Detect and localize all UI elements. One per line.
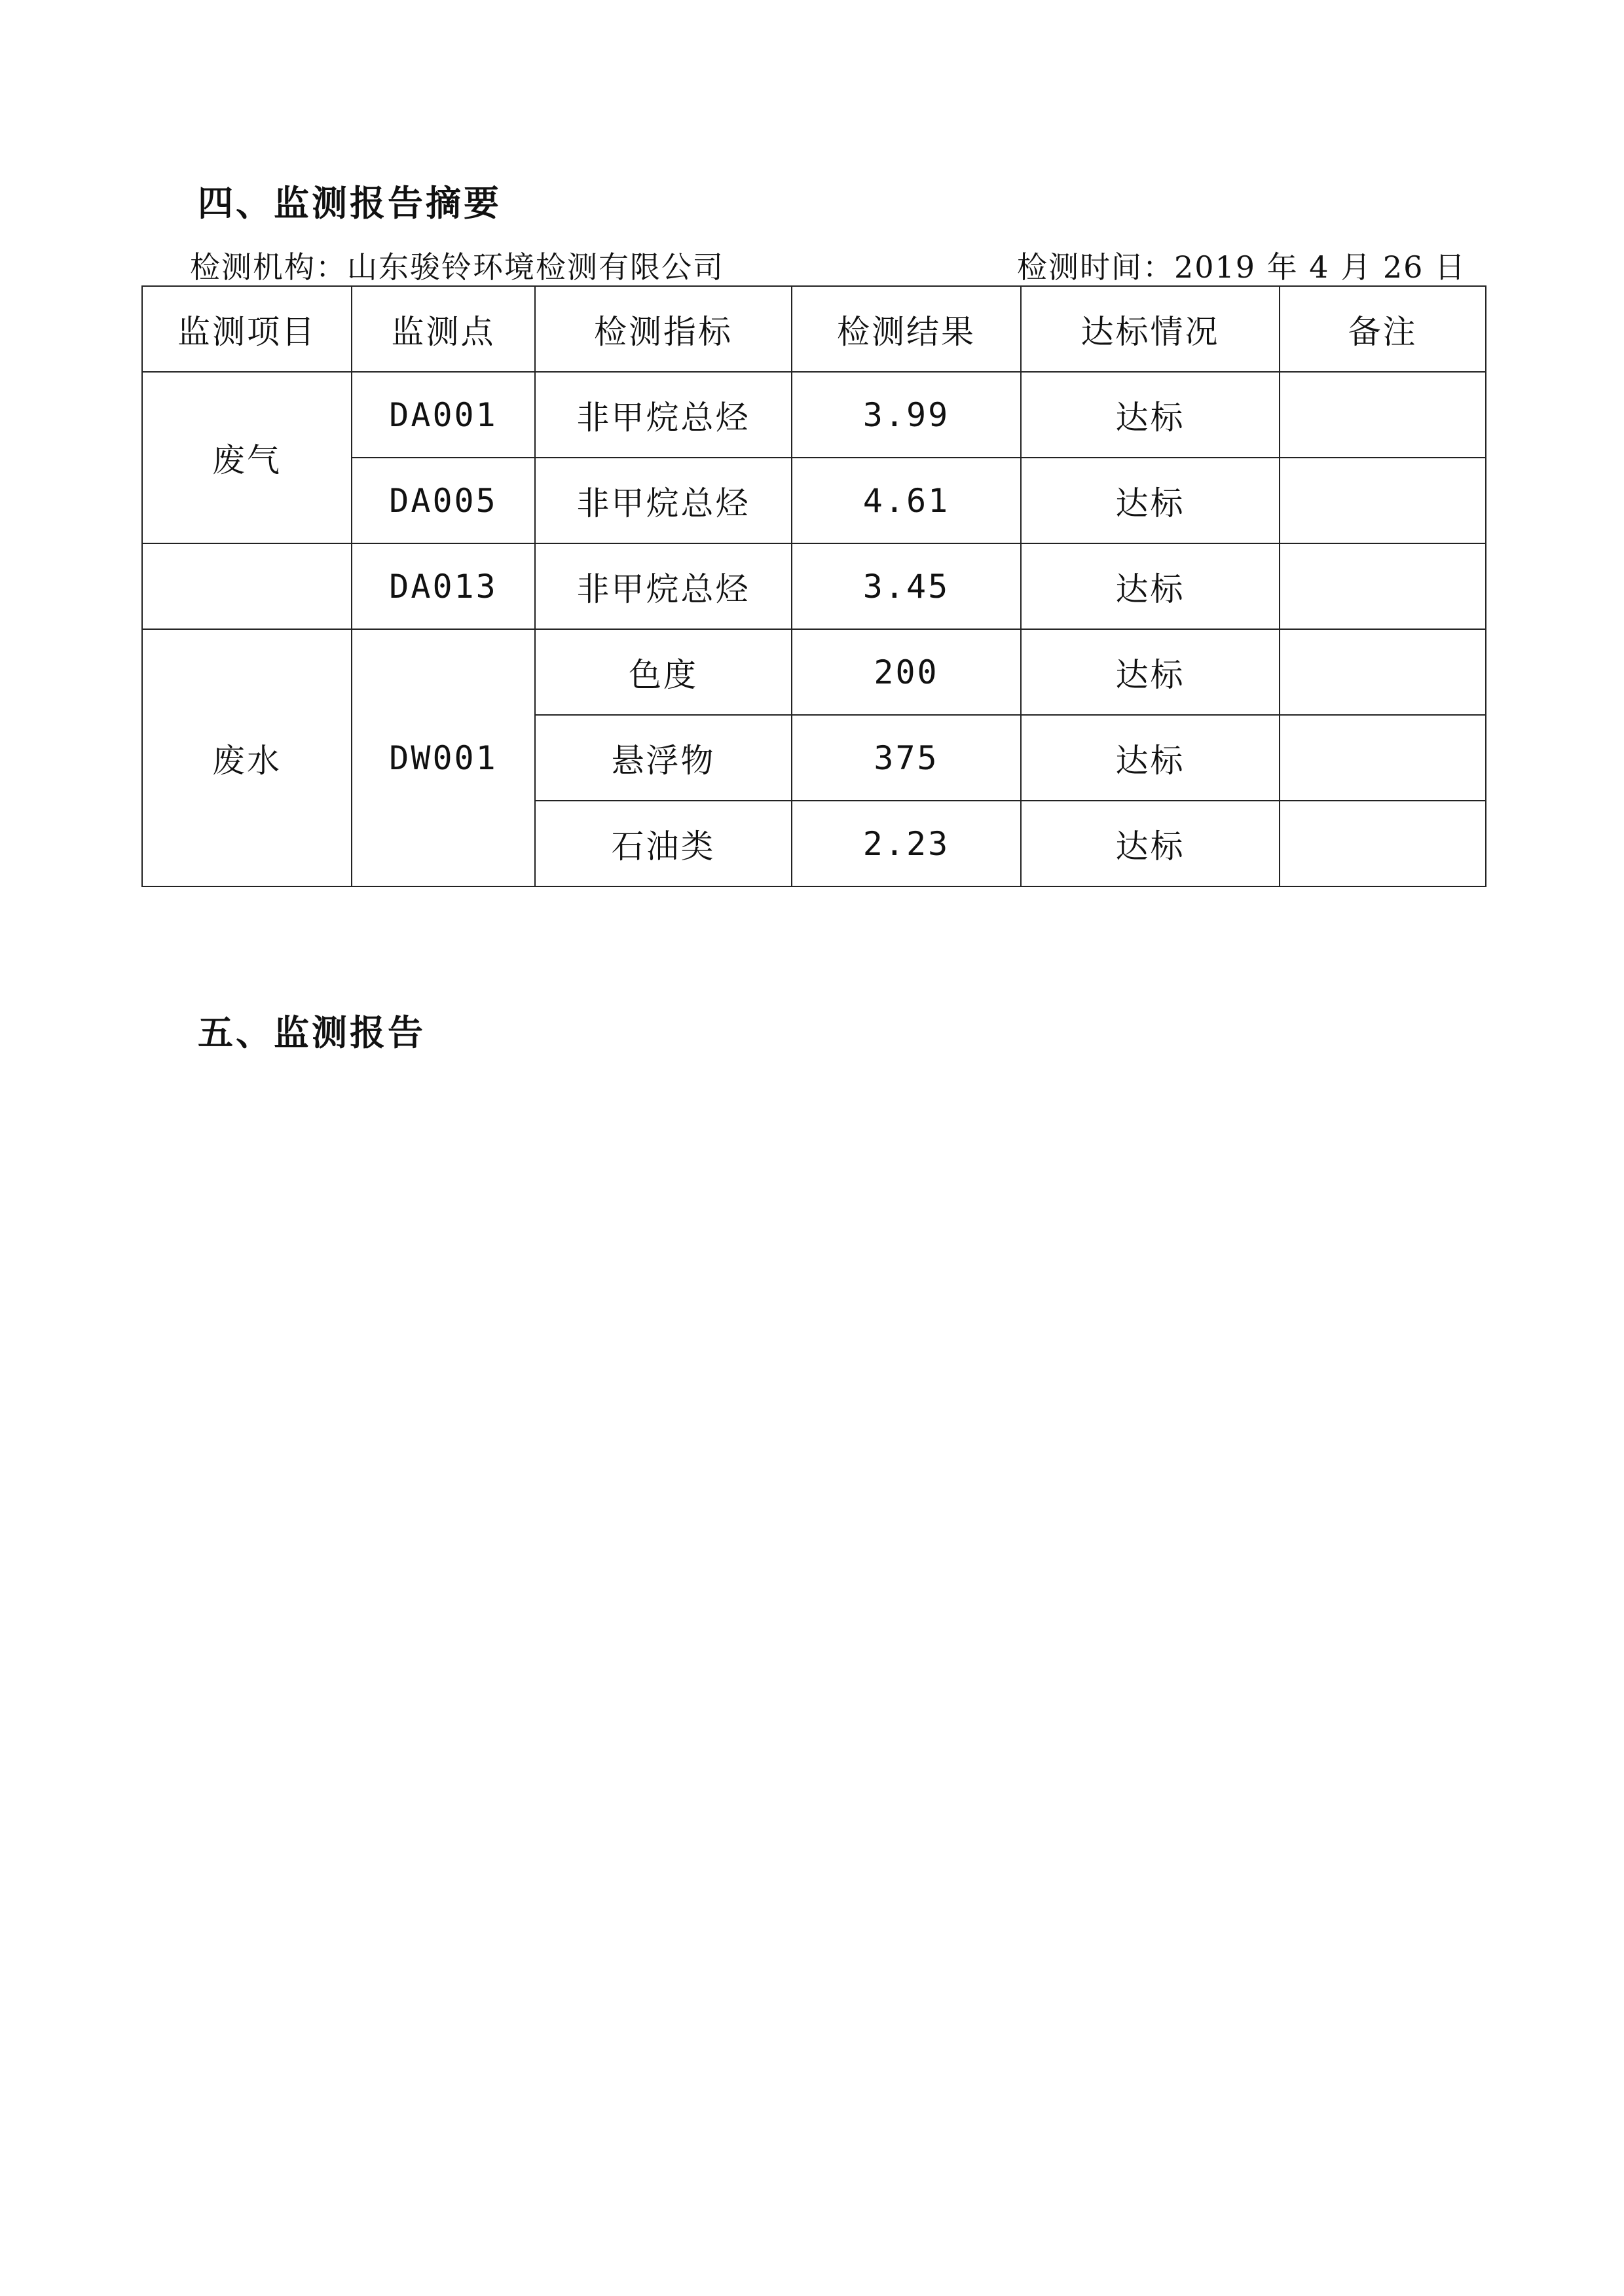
header-note: 备注 bbox=[1280, 286, 1486, 372]
result-cell: 4.61 bbox=[792, 458, 1021, 543]
testing-date: 检测时间：2019 年 4 月 26 日 bbox=[1017, 249, 1466, 285]
result-cell: 2.23 bbox=[792, 801, 1021, 886]
status-cell: 达标 bbox=[1021, 801, 1280, 886]
header-indicator: 检测指标 bbox=[535, 286, 792, 372]
indicator-cell: 石油类 bbox=[535, 801, 792, 886]
table-row bbox=[142, 372, 1486, 458]
indicator-cell: 悬浮物 bbox=[535, 715, 792, 801]
note-cell bbox=[1280, 372, 1486, 458]
section-title-report: 五、监测报告 bbox=[198, 1011, 426, 1053]
note-cell bbox=[1280, 629, 1486, 715]
note-cell bbox=[1280, 715, 1486, 801]
header-point: 监测点 bbox=[352, 286, 535, 372]
result-cell: 3.99 bbox=[792, 372, 1021, 458]
category-cell bbox=[142, 543, 352, 629]
header-item: 监测项目 bbox=[142, 286, 352, 372]
testing-agency: 检测机构：山东骏铃环境检测有限公司 bbox=[190, 249, 724, 285]
result-cell: 3.45 bbox=[792, 543, 1021, 629]
result-cell: 200 bbox=[792, 629, 1021, 715]
indicator-cell: 非甲烷总烃 bbox=[535, 372, 792, 458]
indicator-cell: 非甲烷总烃 bbox=[535, 543, 792, 629]
note-cell bbox=[1280, 801, 1486, 886]
indicator-cell: 色度 bbox=[535, 629, 792, 715]
monitoring-summary-table bbox=[141, 285, 1486, 887]
category-cell: 废气 bbox=[142, 372, 352, 543]
status-cell: 达标 bbox=[1021, 458, 1280, 543]
header-status: 达标情况 bbox=[1021, 286, 1280, 372]
point-cell: DW001 bbox=[352, 629, 535, 886]
status-cell: 达标 bbox=[1021, 715, 1280, 801]
section-title-summary: 四、监测报告摘要 bbox=[198, 182, 502, 224]
header-result: 检测结果 bbox=[792, 286, 1021, 372]
status-cell: 达标 bbox=[1021, 629, 1280, 715]
status-cell: 达标 bbox=[1021, 372, 1280, 458]
indicator-cell: 非甲烷总烃 bbox=[535, 458, 792, 543]
status-cell: 达标 bbox=[1021, 543, 1280, 629]
note-cell bbox=[1280, 458, 1486, 543]
table-header-row bbox=[142, 286, 1486, 372]
table-row bbox=[142, 629, 1486, 715]
category-cell: 废水 bbox=[142, 629, 352, 886]
point-cell: DA001 bbox=[352, 372, 535, 458]
note-cell bbox=[1280, 543, 1486, 629]
point-cell: DA013 bbox=[352, 543, 535, 629]
point-cell: DA005 bbox=[352, 458, 535, 543]
result-cell: 375 bbox=[792, 715, 1021, 801]
table-row bbox=[142, 543, 1486, 629]
